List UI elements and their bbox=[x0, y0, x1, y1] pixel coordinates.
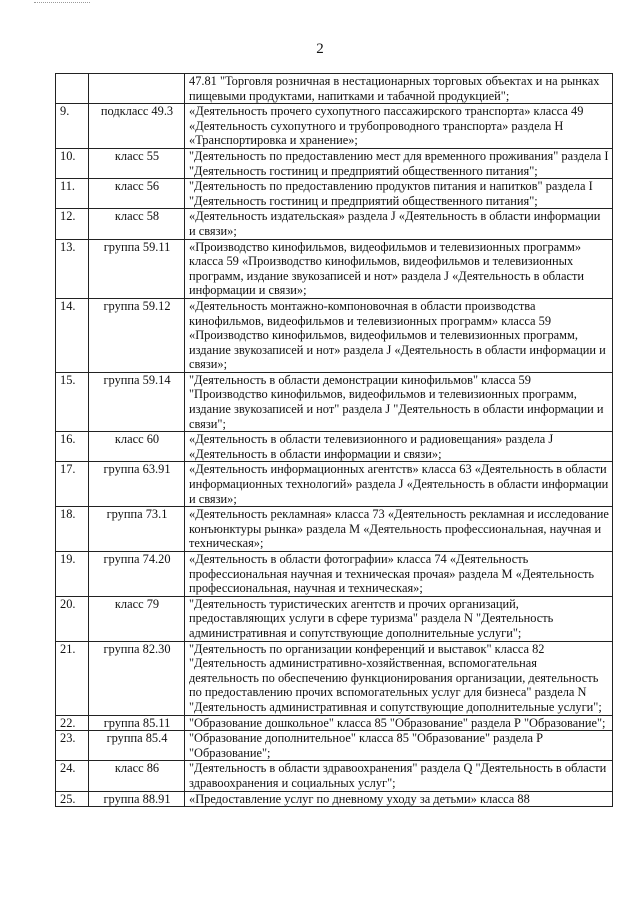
row-number: 9. bbox=[56, 104, 89, 149]
row-number bbox=[56, 74, 89, 104]
table-row bbox=[56, 596, 613, 641]
activity-description: "Деятельность по предоставлению мест для временного проживания" раздела I "Деятельность гостиниц и предприятий общественного питания"; bbox=[185, 148, 613, 178]
okved-code: подкласс 49.3 bbox=[89, 104, 185, 149]
activity-description: "Деятельность туристических агентств и прочих организаций, предоставляющих услуги в сфере туризма" раздела N "Деятельность административная и сопутствующие дополнительные услуги"; bbox=[185, 596, 613, 641]
row-number: 15. bbox=[56, 372, 89, 431]
okved-code bbox=[89, 74, 185, 104]
row-number: 12. bbox=[56, 209, 89, 239]
activity-description: "Образование дошкольное" класса 85 "Образование" раздела Р "Образование"; bbox=[185, 715, 613, 731]
row-number: 20. bbox=[56, 596, 89, 641]
row-number: 22. bbox=[56, 715, 89, 731]
activity-description: 47.81 "Торговля розничная в нестационарных торговых объектах и на рынках пищевыми продуктами, напитками и табачной продукцией"; bbox=[185, 74, 613, 104]
row-number: 24. bbox=[56, 761, 89, 791]
table-row bbox=[56, 761, 613, 791]
activity-description: «Производство кинофильмов, видеофильмов и телевизионных программ» класса 59 «Производство кинофильмов, видеофильмов и телевизионных программ, издание звукозаписей и нот» раздела J «Деятельность в области информации и связи»; bbox=[185, 239, 613, 298]
activity-description: «Деятельность издательская» раздела J «Деятельность в области информации и связи»; bbox=[185, 209, 613, 239]
row-number: 18. bbox=[56, 507, 89, 552]
okved-code: группа 59.11 bbox=[89, 239, 185, 298]
row-number: 25. bbox=[56, 791, 89, 807]
okved-code: группа 73.1 bbox=[89, 507, 185, 552]
activity-description: «Деятельность в области фотографии» класса 74 «Деятельность профессиональная научная и техническая прочая» раздела М «Деятельность профессиональная, научная и техническая»; bbox=[185, 552, 613, 597]
table-row bbox=[56, 552, 613, 597]
activity-description: «Предоставление услуг по дневному уходу за детьми» класса 88 bbox=[185, 791, 613, 807]
okved-code: группа 85.4 bbox=[89, 731, 185, 761]
activity-description: "Деятельность по предоставлению продуктов питания и напитков" раздела I "Деятельность гостиниц и предприятий общественного питания"; bbox=[185, 179, 613, 209]
okved-code: группа 59.14 bbox=[89, 372, 185, 431]
table-row bbox=[56, 507, 613, 552]
okved-code: группа 88.91 bbox=[89, 791, 185, 807]
row-number: 11. bbox=[56, 179, 89, 209]
okved-code: группа 63.91 bbox=[89, 462, 185, 507]
page-number: 2 bbox=[316, 41, 324, 57]
activity-description: «Деятельность монтажно-компоновочная в области производства кинофильмов, видеофильмов и телевизионных программ» класса 59 «Производство кинофильмов, видеофильмов и телевизионных программ, издание звукозаписей и нот» раздела J «Деятельность в области информации и связи»; bbox=[185, 298, 613, 372]
okved-code: группа 85.11 bbox=[89, 715, 185, 731]
okved-code: класс 56 bbox=[89, 179, 185, 209]
okved-code: группа 74.20 bbox=[89, 552, 185, 597]
table-row bbox=[56, 432, 613, 462]
okved-code: класс 60 bbox=[89, 432, 185, 462]
activity-description: «Деятельность информационных агентств» класса 63 «Деятельность в области информационных технологий» раздела J «Деятельность в области информации и связи»; bbox=[185, 462, 613, 507]
table-row bbox=[56, 104, 613, 149]
table-row bbox=[56, 209, 613, 239]
activity-description: «Деятельность рекламная» класса 73 «Деятельность рекламная и исследование конъюнктуры рынка» раздела М «Деятельность профессиональная, научная и техническая»; bbox=[185, 507, 613, 552]
okved-code: класс 86 bbox=[89, 761, 185, 791]
activity-description: «Деятельность в области телевизионного и радиовещания» раздела J «Деятельность в области информации и связи»; bbox=[185, 432, 613, 462]
row-number: 17. bbox=[56, 462, 89, 507]
activity-description: «Деятельность прочего сухопутного пассажирского транспорта» класса 49 «Деятельность сухопутного и трубопроводного транспорта» раздела Н «Транспортировка и хранение»; bbox=[185, 104, 613, 149]
table-row bbox=[56, 641, 613, 715]
okved-code: класс 58 bbox=[89, 209, 185, 239]
table-body bbox=[56, 74, 613, 807]
table-row bbox=[56, 791, 613, 807]
table-row bbox=[56, 148, 613, 178]
activity-description: "Образование дополнительное" класса 85 "Образование" раздела Р "Образование"; bbox=[185, 731, 613, 761]
activity-description: "Деятельность в области здравоохранения" раздела Q "Деятельность в области здравоохранения и социальных услуг"; bbox=[185, 761, 613, 791]
row-number: 10. bbox=[56, 148, 89, 178]
row-number: 21. bbox=[56, 641, 89, 715]
okved-code: группа 59.12 bbox=[89, 298, 185, 372]
okved-code: класс 79 bbox=[89, 596, 185, 641]
table-row bbox=[56, 179, 613, 209]
table-row bbox=[56, 74, 613, 104]
table-row bbox=[56, 462, 613, 507]
table-row bbox=[56, 715, 613, 731]
table-row bbox=[56, 239, 613, 298]
row-number: 16. bbox=[56, 432, 89, 462]
activity-description: "Деятельность в области демонстрации кинофильмов" класса 59 "Производство кинофильмов, видеофильмов и телевизионных программ, издание звукозаписей и нот" раздела J "Деятельность в области информации и связи"; bbox=[185, 372, 613, 431]
okved-code: класс 55 bbox=[89, 148, 185, 178]
table-row bbox=[56, 298, 613, 372]
row-number: 19. bbox=[56, 552, 89, 597]
activity-description: "Деятельность по организации конференций и выставок" класса 82 "Деятельность административно-хозяйственная, вспомогательная деятельность по обеспечению функционирования организации, деятельность по предоставлению прочих вспомогательных услуг для бизнеса" раздела N "Деятельность административная и сопутствующие дополнительные услуги"; bbox=[185, 641, 613, 715]
row-number: 13. bbox=[56, 239, 89, 298]
activity-codes-table bbox=[55, 73, 613, 807]
row-number: 23. bbox=[56, 731, 89, 761]
row-number: 14. bbox=[56, 298, 89, 372]
top-edge-mark bbox=[34, 2, 90, 5]
table-row bbox=[56, 372, 613, 431]
table-row bbox=[56, 731, 613, 761]
okved-code: группа 82.30 bbox=[89, 641, 185, 715]
